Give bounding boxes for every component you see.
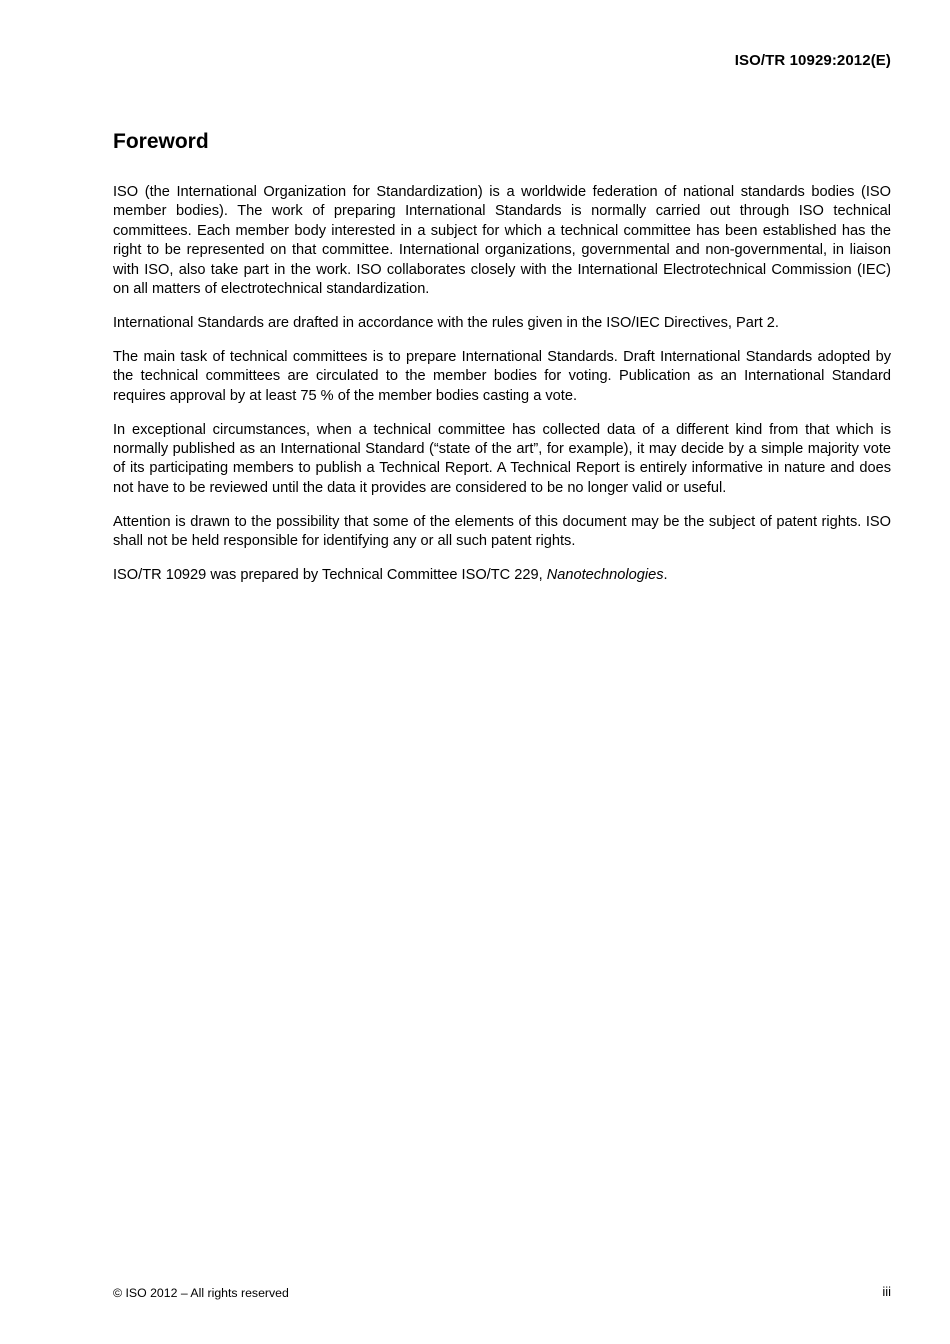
- paragraph-iso-intro: ISO (the International Organization for Standardization) is a worldwide federation of national standards bodies (ISO member bodies). The work of preparing International Standards is normally carried out through ISO technical committees. Each member body interested in a subject for which a technical committee has been established has the right to be represented on that committee. International organizations, governmental and non-governmental, in liaison with ISO, also take part in the work. ISO collaborates closely with the International Electrotechnical Commission (IEC) on all matters of electrotechnical standardization.: [113, 184, 891, 298]
- paragraph-committee-task: The main task of technical committees is to prepare International Standards. Draft International Standards adopted by the technical committees are circulated to the member bodies for voting. Publication as an International Standard requires approval by at least 75 % of the member bodies casting a vote.: [113, 348, 891, 404]
- document-identifier: ISO/TR 10929:2012(E): [734, 52, 891, 69]
- committee-title: Nanotechnologies: [546, 567, 664, 583]
- page-title: Foreword: [113, 130, 209, 153]
- paragraph-directives: International Standards are drafted in accordance with the rules given in the ISO/IEC Directives, Part 2.: [113, 314, 779, 331]
- foreword-body: [113, 183, 891, 600]
- paragraph-patent-rights: Attention is drawn to the possibility that some of the elements of this document may be the subject of patent rights. ISO shall not be held responsible for identifying any or all such patent rights.: [113, 513, 891, 550]
- page-number: iii: [882, 1284, 891, 1299]
- prepared-by-prefix: ISO/TR 10929 was prepared by Technical Committee ISO/TC 229,: [113, 567, 547, 583]
- prepared-by-suffix: .: [663, 567, 668, 583]
- paragraph-prepared-by: [113, 566, 891, 585]
- paragraph-technical-report: In exceptional circumstances, when a technical committee has collected data of a different kind from that which is normally published as an International Standard (“state of the art”, for example), it may decide by a simple majority vote of its participating members to publish a Technical Report. A Technical Report is entirely informative in nature and does not have to be reviewed until the data it provides are considered to be no longer valid or useful.: [113, 421, 891, 496]
- copyright-notice: © ISO 2012 – All rights reserved: [113, 1286, 289, 1300]
